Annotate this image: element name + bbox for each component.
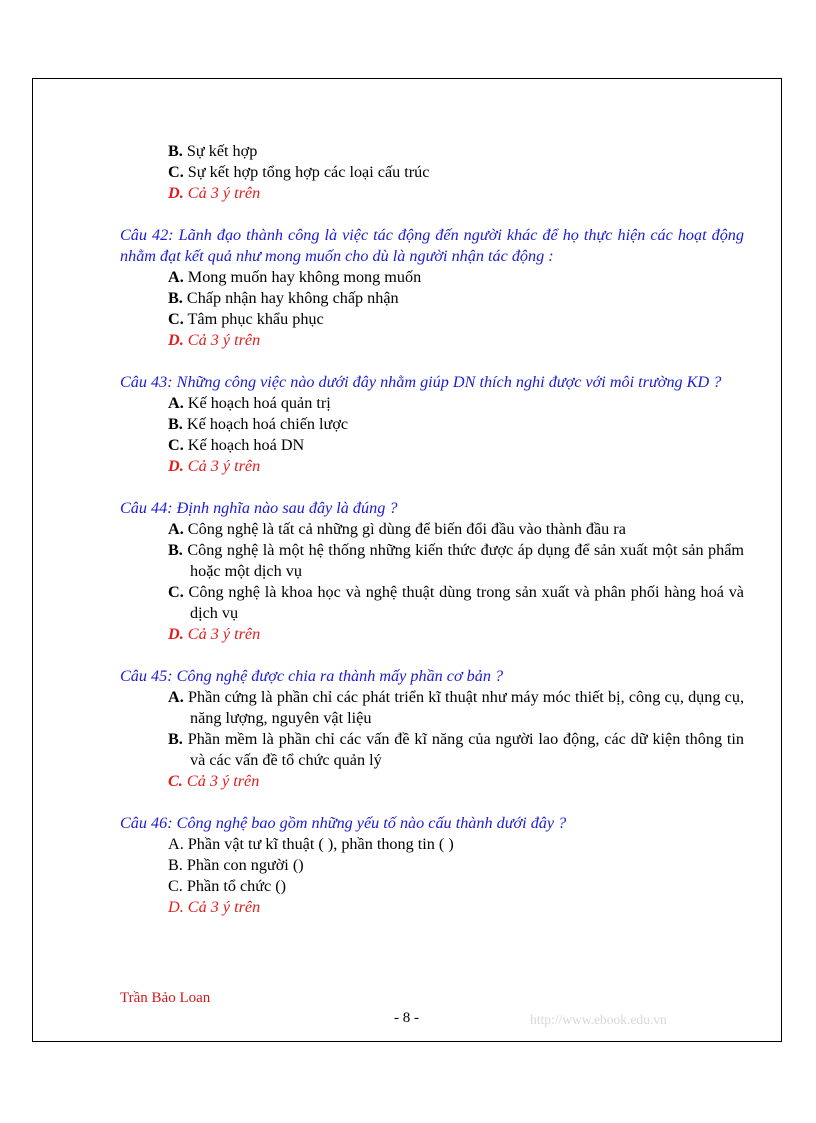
option-label: A. — [168, 835, 184, 853]
answer-option — [120, 330, 744, 351]
option-text: Chấp nhận hay không chấp nhận — [182, 289, 399, 307]
option-item — [120, 288, 744, 309]
option-label: C. — [168, 163, 184, 181]
answer-option — [120, 771, 744, 792]
answer-option — [120, 624, 744, 645]
option-label: C. — [168, 310, 184, 328]
option-label: D. — [168, 184, 184, 202]
option-label: C. — [168, 772, 183, 790]
option-text: Cả 3 ý trên — [183, 457, 261, 475]
option-text: Cả 3 ý trên — [182, 772, 260, 790]
option-label: B. — [168, 415, 183, 433]
watermark-url: http://www.ebook.edu.vn — [530, 1012, 667, 1027]
option-item — [120, 267, 744, 288]
option-text: Kế hoạch hoá chiến lược — [182, 415, 349, 433]
question-text: Câu 44: Định nghĩa nào sau đây là đúng ? — [120, 499, 398, 517]
question-text: Câu 42: Lãnh đạo thành công là việc tác động đến người khác để họ thực hiện các hoạt động nhằm đạt kết quả như mong muốn cho dù là người nhận tác động : — [120, 226, 744, 265]
option-text: Phần mềm là phần chỉ các vấn đề kĩ năng của người lao động, các dữ kiện thông tin và các vấn đề tổ chức quản lý — [182, 730, 744, 769]
option-label: B. — [168, 142, 183, 160]
option-item — [120, 582, 744, 624]
option-text: Phần vật tư kĩ thuật ( ), phần thong tin ( ) — [183, 835, 454, 853]
option-text: Phần cứng là phần chỉ các phát triển kĩ thuật như máy móc thiết bị, công cụ, dụng cụ, năng lượng, nguyên vật liệu — [183, 688, 744, 727]
answer-option — [120, 183, 744, 204]
option-text: Công nghệ là khoa học và nghệ thuật dùng trong sản xuất và phân phối hàng hoá và dịch vụ — [183, 583, 744, 622]
option-label: D. — [168, 625, 184, 643]
question-text: Câu 43: Những công việc nào dưới đây nhằm giúp DN thích nghi được với môi trường KD ? — [120, 373, 722, 391]
option-item — [120, 162, 744, 183]
option-item — [120, 540, 744, 582]
option-label: A. — [168, 688, 184, 706]
option-item — [120, 876, 744, 897]
option-text: Cả 3 ý trên — [183, 331, 261, 349]
option-item — [120, 393, 744, 414]
option-label: D. — [168, 898, 184, 916]
option-text: Tâm phục khẩu phục — [183, 310, 324, 328]
answer-option — [120, 897, 744, 918]
option-label: B. — [168, 541, 183, 559]
option-text: Cả 3 ý trên — [183, 184, 261, 202]
option-label: A. — [168, 268, 184, 286]
page-number: - 8 - — [394, 1010, 419, 1026]
option-label: A. — [168, 394, 184, 412]
option-text: Cả 3 ý trên — [183, 625, 261, 643]
option-item — [120, 519, 744, 540]
option-label: B. — [168, 856, 183, 874]
option-text: Kế hoạch hoá quản trị — [183, 394, 331, 412]
option-item — [120, 414, 744, 435]
option-text: Cả 3 ý trên — [183, 898, 261, 916]
option-text: Phần tổ chức () — [182, 877, 287, 895]
option-item — [120, 435, 744, 456]
option-text: Sự kết hợp — [182, 142, 258, 160]
option-item — [120, 309, 744, 330]
option-text: Kế hoạch hoá DN — [183, 436, 305, 454]
option-item — [120, 141, 744, 162]
question-text: Câu 46: Công nghệ bao gồm những yếu tố nào cấu thành dưới đây ? — [120, 814, 567, 832]
option-label: D. — [168, 331, 184, 349]
option-item — [120, 729, 744, 771]
option-text: Công nghệ là tất cả những gì dùng để biến đổi đầu vào thành đầu ra — [183, 520, 626, 538]
option-label: D. — [168, 457, 184, 475]
answer-option — [120, 456, 744, 477]
option-label: B. — [168, 730, 183, 748]
option-item — [120, 855, 744, 876]
option-text: Công nghệ là một hệ thống những kiến thức được áp dụng để sản xuất một sản phẩm hoặc một dịch vụ — [182, 541, 744, 580]
option-text: Mong muốn hay không mong muốn — [183, 268, 422, 286]
option-label: C. — [168, 436, 184, 454]
option-item — [120, 834, 744, 855]
question-text: Câu 45: Công nghệ được chia ra thành mấy phần cơ bản ? — [120, 667, 504, 685]
option-label: C. — [168, 583, 184, 601]
option-item — [120, 687, 744, 729]
option-text: Phần con người () — [182, 856, 304, 874]
option-label: B. — [168, 289, 183, 307]
question-list — [120, 141, 744, 918]
option-label: A. — [168, 520, 184, 538]
author-name: Trần Bảo Loan — [120, 990, 211, 1006]
option-label: C. — [168, 877, 183, 895]
option-text: Sự kết hợp tổng hợp các loại cấu trúc — [183, 163, 430, 181]
